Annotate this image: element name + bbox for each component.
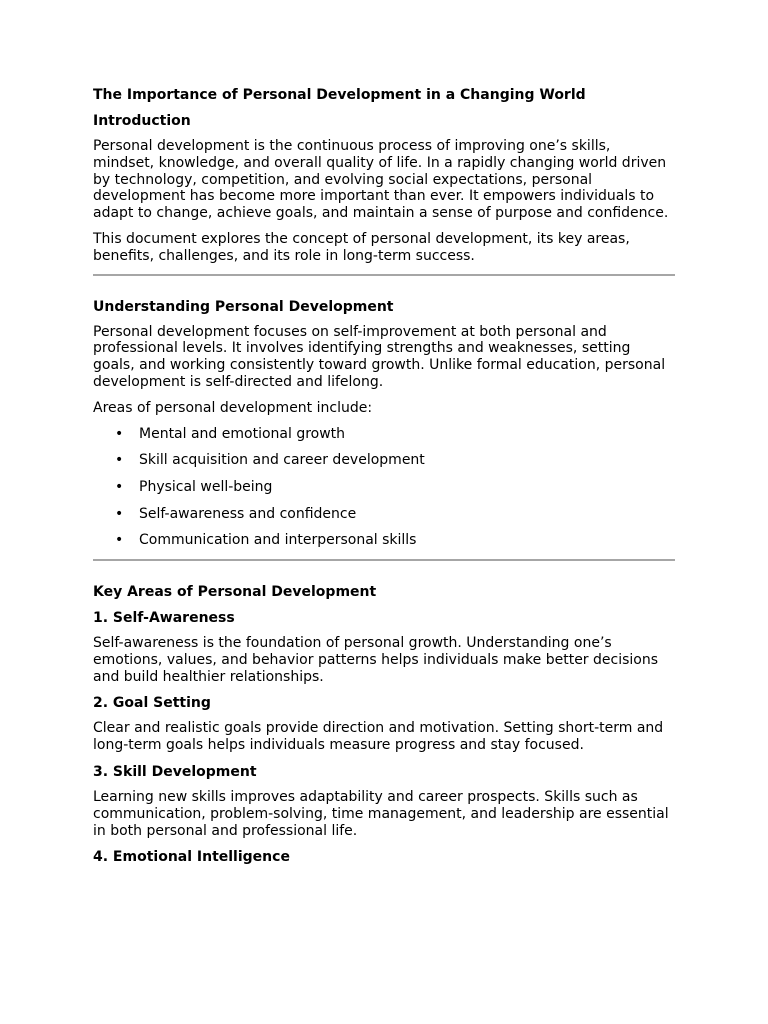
bullet-icon: • [115,505,124,522]
bullet-icon: • [115,425,124,442]
intro-paragraph-2: This document explores the concept of personal development, its key areas, benefits, challenges, and its role in long-term success. [93,230,630,264]
list-item-text: Skill acquisition and career development [139,452,425,469]
understanding-heading: Understanding Personal Development [93,298,394,315]
section-divider-2 [93,559,675,561]
list-item [93,479,675,496]
section-title-emotional-intelligence: 4. Emotional Intelligence [93,849,290,866]
areas-list-intro: Areas of personal development include: [93,399,373,416]
list-item [93,532,675,549]
section-text-self-awareness: Self-awareness is the foundation of personal growth. Understanding one’s emotions, values, and behavior patterns helps individuals make better decisions and build healthier relationships. [93,635,659,685]
section-title-goal-setting: 2. Goal Setting [93,695,211,712]
list-item-text: Physical well-being [139,478,273,495]
list-item [93,452,675,469]
bullet-icon: • [115,532,124,549]
document-title: The Importance of Personal Development in a Changing World [93,87,586,103]
list-item-text: Self-awareness and confidence [139,505,357,522]
section-title-skill-development: 3. Skill Development [93,763,257,780]
bullet-icon: • [115,452,124,469]
intro-paragraph-1: Personal development is the continuous process of improving one’s skills, mindset, knowledge, and overall quality of life. In a rapidly changing world driven by technology, competition, and evolving social expectations, personal development has become more important than ever. It empowers individuals to adapt to change, achieve goals, and maintain a sense of purpose and confidence. [93,138,669,222]
areas-list [93,426,675,550]
section-divider-1 [93,274,675,276]
section-text-skill-development: Learning new skills improves adaptability and career prospects. Skills such as communication, problem-solving, time management, and leadership are essential in both personal and professional life. [93,788,669,839]
list-item-text: Mental and emotional growth [139,425,346,442]
intro-heading: Introduction [93,113,191,129]
document-page [93,86,675,874]
section-title-self-awareness: 1. Self-Awareness [93,610,235,626]
understanding-paragraph: Personal development focuses on self-improvement at both personal and professional levels. It involves identifying strengths and weaknesses, setting goals, and working consistently toward growth. Unlike formal education, personal development is self-directed and lifelong. [93,323,666,390]
list-item-text: Communication and interpersonal skills [139,532,417,549]
key-areas-heading: Key Areas of Personal Development [93,584,377,600]
section-text-goal-setting: Clear and realistic goals provide direction and motivation. Setting short-term and long-term goals helps individuals measure progress and stay focused. [93,720,664,754]
list-item [93,506,675,523]
bullet-icon: • [115,478,124,495]
list-item [93,426,675,443]
